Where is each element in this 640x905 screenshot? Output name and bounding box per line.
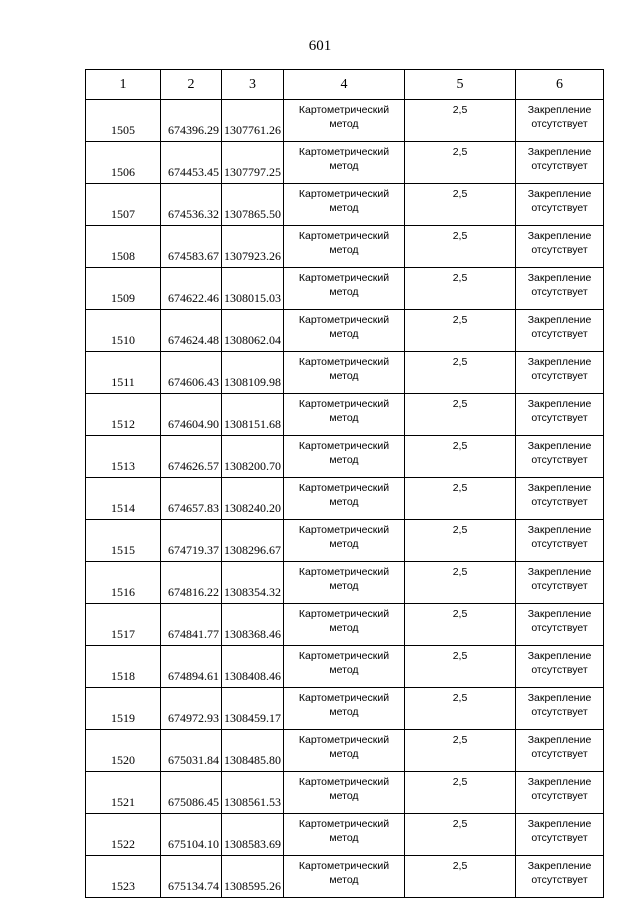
method-line-1: Картометрический <box>298 734 390 746</box>
table-header <box>86 70 604 100</box>
y-coordinate-cell: 1308459.17 <box>222 688 284 730</box>
x-coordinate-cell: 674536.32 <box>161 184 222 226</box>
y-coordinate-cell: 1307797.25 <box>222 142 284 184</box>
x-coordinate-cell: 675031.84 <box>161 730 222 772</box>
fixation-cell <box>516 520 604 562</box>
column-header-6: 6 <box>516 70 604 100</box>
x-coordinate-cell: 674816.22 <box>161 562 222 604</box>
point-number-cell: 1517 <box>86 604 161 646</box>
method-line-2: метод <box>329 118 359 130</box>
method-line-2: метод <box>329 664 359 676</box>
fixation-line-1: Закрепление <box>527 482 592 494</box>
fixation-line-1: Закрепление <box>527 566 592 578</box>
fixation-line-1: Закрепление <box>527 104 592 116</box>
y-coordinate-cell: 1308062.04 <box>222 310 284 352</box>
point-number-cell: 1513 <box>86 436 161 478</box>
method-line-2: метод <box>329 496 359 508</box>
x-coordinate-cell: 674606.43 <box>161 352 222 394</box>
x-coordinate-cell: 674583.67 <box>161 226 222 268</box>
y-coordinate-cell: 1308296.67 <box>222 520 284 562</box>
accuracy-cell: 2,5 <box>405 772 516 814</box>
table-row <box>86 646 604 688</box>
method-cell <box>284 520 405 562</box>
fixation-line-2: отсутствует <box>531 790 588 802</box>
table-row <box>86 436 604 478</box>
accuracy-cell: 2,5 <box>405 856 516 898</box>
fixation-cell <box>516 646 604 688</box>
fixation-cell <box>516 730 604 772</box>
y-coordinate-cell: 1308151.68 <box>222 394 284 436</box>
point-number-cell: 1518 <box>86 646 161 688</box>
table-row <box>86 142 604 184</box>
table-row <box>86 478 604 520</box>
method-cell <box>284 604 405 646</box>
method-line-2: метод <box>329 874 359 886</box>
accuracy-cell: 2,5 <box>405 226 516 268</box>
method-line-1: Картометрический <box>298 566 390 578</box>
accuracy-cell: 2,5 <box>405 814 516 856</box>
fixation-line-1: Закрепление <box>527 776 592 788</box>
table-row <box>86 520 604 562</box>
fixation-line-1: Закрепление <box>527 398 592 410</box>
method-line-2: метод <box>329 790 359 802</box>
table-row <box>86 100 604 142</box>
fixation-line-1: Закрепление <box>527 230 592 242</box>
point-number-cell: 1509 <box>86 268 161 310</box>
method-line-1: Картометрический <box>298 650 390 662</box>
fixation-line-2: отсутствует <box>531 874 588 886</box>
accuracy-cell: 2,5 <box>405 478 516 520</box>
accuracy-cell: 2,5 <box>405 100 516 142</box>
fixation-line-2: отсутствует <box>531 748 588 760</box>
point-number-cell: 1508 <box>86 226 161 268</box>
column-header-4: 4 <box>284 70 405 100</box>
method-line-1: Картометрический <box>298 524 390 536</box>
method-cell <box>284 646 405 688</box>
coordinates-table <box>85 69 604 898</box>
table-row <box>86 310 604 352</box>
y-coordinate-cell: 1307923.26 <box>222 226 284 268</box>
method-line-2: метод <box>329 622 359 634</box>
table-row <box>86 352 604 394</box>
fixation-line-2: отсутствует <box>531 832 588 844</box>
accuracy-cell: 2,5 <box>405 562 516 604</box>
point-number-cell: 1520 <box>86 730 161 772</box>
x-coordinate-cell: 674719.37 <box>161 520 222 562</box>
x-coordinate-cell: 675086.45 <box>161 772 222 814</box>
y-coordinate-cell: 1308583.69 <box>222 814 284 856</box>
fixation-line-2: отсутствует <box>531 328 588 340</box>
table-row <box>86 688 604 730</box>
point-number-cell: 1514 <box>86 478 161 520</box>
x-coordinate-cell: 675134.74 <box>161 856 222 898</box>
fixation-line-1: Закрепление <box>527 650 592 662</box>
fixation-line-2: отсутствует <box>531 286 588 298</box>
point-number-cell: 1505 <box>86 100 161 142</box>
method-cell <box>284 394 405 436</box>
method-line-1: Картометрический <box>298 482 390 494</box>
method-line-1: Картометрический <box>298 272 390 284</box>
method-line-1: Картометрический <box>298 398 390 410</box>
accuracy-cell: 2,5 <box>405 394 516 436</box>
point-number-cell: 1515 <box>86 520 161 562</box>
table-row <box>86 772 604 814</box>
method-cell <box>284 478 405 520</box>
point-number-cell: 1519 <box>86 688 161 730</box>
table-row <box>86 184 604 226</box>
x-coordinate-cell: 674626.57 <box>161 436 222 478</box>
method-line-2: метод <box>329 748 359 760</box>
table-row <box>86 394 604 436</box>
x-coordinate-cell: 674894.61 <box>161 646 222 688</box>
table-row <box>86 562 604 604</box>
method-line-2: метод <box>329 412 359 424</box>
accuracy-cell: 2,5 <box>405 604 516 646</box>
method-line-2: метод <box>329 160 359 172</box>
accuracy-cell: 2,5 <box>405 520 516 562</box>
fixation-cell <box>516 310 604 352</box>
fixation-line-2: отсутствует <box>531 538 588 550</box>
x-coordinate-cell: 674622.46 <box>161 268 222 310</box>
fixation-line-1: Закрепление <box>527 734 592 746</box>
method-cell <box>284 142 405 184</box>
point-number-cell: 1516 <box>86 562 161 604</box>
method-line-2: метод <box>329 286 359 298</box>
method-line-1: Картометрический <box>298 818 390 830</box>
column-header-1: 1 <box>86 70 161 100</box>
page-number: 601 <box>308 38 332 54</box>
method-line-1: Картометрический <box>298 860 390 872</box>
x-coordinate-cell: 674657.83 <box>161 478 222 520</box>
accuracy-cell: 2,5 <box>405 688 516 730</box>
method-line-1: Картометрический <box>298 314 390 326</box>
y-coordinate-cell: 1308408.46 <box>222 646 284 688</box>
fixation-cell <box>516 394 604 436</box>
table-row <box>86 814 604 856</box>
accuracy-cell: 2,5 <box>405 352 516 394</box>
table-row <box>86 604 604 646</box>
fixation-line-2: отсутствует <box>531 160 588 172</box>
fixation-line-2: отсутствует <box>531 244 588 256</box>
method-cell <box>284 100 405 142</box>
y-coordinate-cell: 1308109.98 <box>222 352 284 394</box>
fixation-line-2: отсутствует <box>531 370 588 382</box>
fixation-line-1: Закрепление <box>527 314 592 326</box>
x-coordinate-cell: 674453.45 <box>161 142 222 184</box>
method-line-2: метод <box>329 580 359 592</box>
y-coordinate-cell: 1308595.26 <box>222 856 284 898</box>
fixation-line-2: отсутствует <box>531 412 588 424</box>
method-line-1: Картометрический <box>298 188 390 200</box>
column-header-2: 2 <box>161 70 222 100</box>
method-cell <box>284 226 405 268</box>
method-line-2: метод <box>329 706 359 718</box>
table-row <box>86 730 604 772</box>
fixation-cell <box>516 856 604 898</box>
x-coordinate-cell: 674396.29 <box>161 100 222 142</box>
fixation-line-1: Закрепление <box>527 692 592 704</box>
x-coordinate-cell: 674841.77 <box>161 604 222 646</box>
x-coordinate-cell: 675104.10 <box>161 814 222 856</box>
y-coordinate-cell: 1308354.32 <box>222 562 284 604</box>
table-row <box>86 268 604 310</box>
point-number-cell: 1510 <box>86 310 161 352</box>
method-cell <box>284 352 405 394</box>
point-number-cell: 1512 <box>86 394 161 436</box>
fixation-cell <box>516 142 604 184</box>
fixation-cell <box>516 772 604 814</box>
fixation-line-2: отсутствует <box>531 454 588 466</box>
fixation-line-1: Закрепление <box>527 608 592 620</box>
method-line-2: метод <box>329 832 359 844</box>
fixation-line-1: Закрепление <box>527 188 592 200</box>
accuracy-cell: 2,5 <box>405 646 516 688</box>
method-line-1: Картометрический <box>298 440 390 452</box>
fixation-line-1: Закрепление <box>527 860 592 872</box>
x-coordinate-cell: 674604.90 <box>161 394 222 436</box>
fixation-line-1: Закрепление <box>527 356 592 368</box>
y-coordinate-cell: 1308485.80 <box>222 730 284 772</box>
y-coordinate-cell: 1308368.46 <box>222 604 284 646</box>
fixation-cell <box>516 184 604 226</box>
method-cell <box>284 772 405 814</box>
fixation-cell <box>516 226 604 268</box>
method-line-1: Картометрический <box>298 692 390 704</box>
method-line-1: Картометрический <box>298 104 390 116</box>
method-line-1: Картометрический <box>298 776 390 788</box>
method-line-1: Картометрический <box>298 146 390 158</box>
method-cell <box>284 436 405 478</box>
fixation-line-1: Закрепление <box>527 524 592 536</box>
fixation-line-1: Закрепление <box>527 440 592 452</box>
fixation-line-2: отсутствует <box>531 496 588 508</box>
accuracy-cell: 2,5 <box>405 310 516 352</box>
method-line-1: Картометрический <box>298 230 390 242</box>
method-line-2: метод <box>329 454 359 466</box>
y-coordinate-cell: 1308240.20 <box>222 478 284 520</box>
point-number-cell: 1523 <box>86 856 161 898</box>
point-number-cell: 1511 <box>86 352 161 394</box>
method-cell <box>284 730 405 772</box>
method-line-2: метод <box>329 244 359 256</box>
y-coordinate-cell: 1308561.53 <box>222 772 284 814</box>
method-cell <box>284 856 405 898</box>
point-number-cell: 1521 <box>86 772 161 814</box>
table-body <box>86 100 604 898</box>
point-number-cell: 1522 <box>86 814 161 856</box>
fixation-line-2: отсутствует <box>531 664 588 676</box>
method-cell <box>284 562 405 604</box>
x-coordinate-cell: 674972.93 <box>161 688 222 730</box>
table-row <box>86 226 604 268</box>
method-line-2: метод <box>329 370 359 382</box>
fixation-cell <box>516 688 604 730</box>
column-header-5: 5 <box>405 70 516 100</box>
method-cell <box>284 268 405 310</box>
fixation-cell <box>516 352 604 394</box>
y-coordinate-cell: 1308015.03 <box>222 268 284 310</box>
fixation-cell <box>516 100 604 142</box>
method-cell <box>284 184 405 226</box>
fixation-line-1: Закрепление <box>527 146 592 158</box>
fixation-cell <box>516 814 604 856</box>
x-coordinate-cell: 674624.48 <box>161 310 222 352</box>
method-line-2: метод <box>329 328 359 340</box>
table-row <box>86 856 604 898</box>
accuracy-cell: 2,5 <box>405 184 516 226</box>
point-number-cell: 1506 <box>86 142 161 184</box>
accuracy-cell: 2,5 <box>405 268 516 310</box>
accuracy-cell: 2,5 <box>405 436 516 478</box>
fixation-cell <box>516 268 604 310</box>
method-cell <box>284 814 405 856</box>
accuracy-cell: 2,5 <box>405 730 516 772</box>
accuracy-cell: 2,5 <box>405 142 516 184</box>
fixation-line-1: Закрепление <box>527 272 592 284</box>
fixation-cell <box>516 604 604 646</box>
fixation-line-2: отсутствует <box>531 580 588 592</box>
fixation-line-2: отсутствует <box>531 706 588 718</box>
column-header-3: 3 <box>222 70 284 100</box>
fixation-cell <box>516 478 604 520</box>
header-row <box>86 70 604 100</box>
point-number-cell: 1507 <box>86 184 161 226</box>
method-line-1: Картометрический <box>298 356 390 368</box>
method-line-2: метод <box>329 202 359 214</box>
y-coordinate-cell: 1307865.50 <box>222 184 284 226</box>
method-line-1: Картометрический <box>298 608 390 620</box>
fixation-line-2: отсутствует <box>531 202 588 214</box>
y-coordinate-cell: 1307761.26 <box>222 100 284 142</box>
fixation-line-1: Закрепление <box>527 818 592 830</box>
method-cell <box>284 688 405 730</box>
method-line-2: метод <box>329 538 359 550</box>
fixation-line-2: отсутствует <box>531 622 588 634</box>
fixation-cell <box>516 562 604 604</box>
fixation-cell <box>516 436 604 478</box>
method-cell <box>284 310 405 352</box>
y-coordinate-cell: 1308200.70 <box>222 436 284 478</box>
fixation-line-2: отсутствует <box>531 118 588 130</box>
